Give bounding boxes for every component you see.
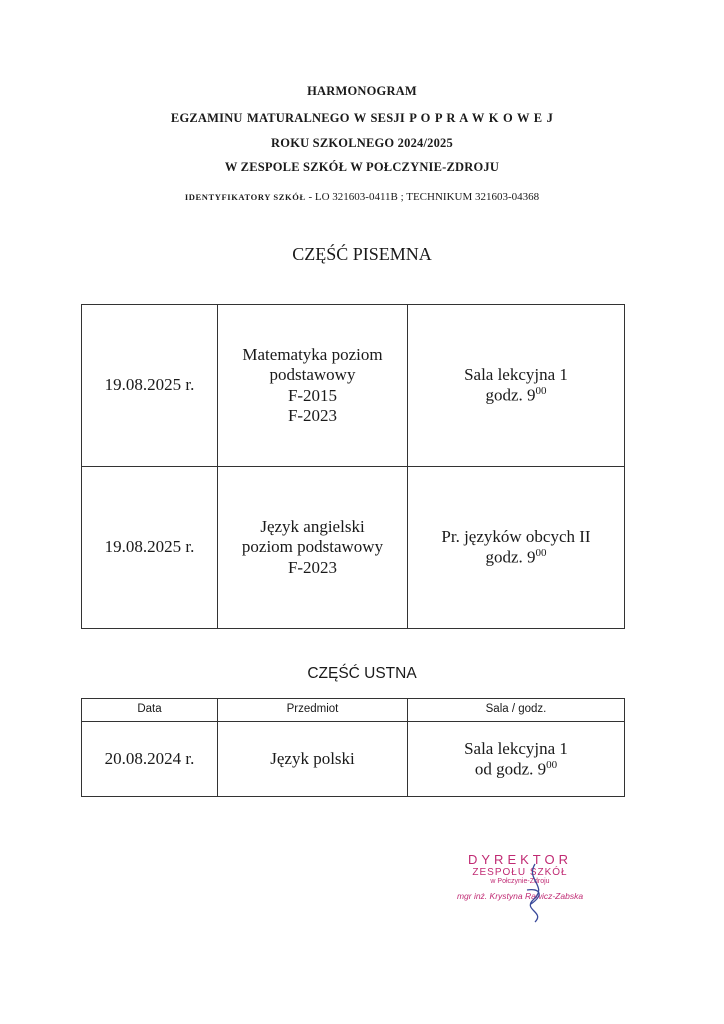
column-header-room: Sala / godz. — [408, 699, 625, 722]
time-prefix: godz. 9 — [485, 385, 536, 405]
time-prefix: od godz. 9 — [474, 759, 547, 779]
time-label — [412, 385, 620, 406]
identifiers-value: - LO 321603-0411B ; TECHNIKUM 321603-04368 — [305, 191, 540, 203]
subject-line: F-2023 — [287, 405, 338, 425]
oral-section-title: CZĘŚĆ USTNA — [307, 665, 417, 682]
exam-date-cell: 20.08.2024 r. — [82, 722, 218, 797]
exam-subject-cell — [218, 467, 408, 629]
time-prefix: godz. 9 — [485, 547, 536, 567]
time-superscript: 00 — [535, 385, 547, 398]
table-row — [82, 722, 625, 797]
table-header-row — [82, 699, 625, 722]
subject-line: poziom podstawowy — [241, 537, 384, 557]
doc-subtitle-exam: EGZAMINU MATURALNEGO W SESJI P O P R A W K O W E J — [170, 111, 554, 125]
identifiers-label: IDENTYFIKATORY SZKÓŁ — [184, 192, 306, 202]
subject-line: Matematyka poziom — [242, 345, 383, 365]
stamp-name: mgr inż. Krystyna Rawicz-Zabska — [456, 891, 584, 901]
exam-date-cell: 19.08.2025 r. — [82, 467, 218, 629]
subject-line: F-2023 — [287, 557, 338, 577]
written-exam-table — [81, 304, 625, 629]
stamp-organization: ZESPOŁU SZKÓŁ — [472, 867, 568, 878]
column-header-date: Data — [82, 699, 218, 722]
table-row — [82, 305, 625, 467]
exam-room-cell — [408, 467, 625, 629]
room-label: Pr. języków obcych II — [441, 527, 591, 547]
oral-exam-table — [81, 698, 625, 797]
stamp-place: w Połczynie-Zdroju — [490, 878, 550, 885]
column-header-subject: Przedmiot — [218, 699, 408, 722]
time-label — [412, 547, 620, 568]
subject-line: podstawowy — [269, 365, 356, 385]
doc-subtitle-school: W ZESPOLE SZKÓŁ W POŁCZYNIE-ZDROJU — [224, 160, 500, 174]
subject-line: F-2015 — [287, 385, 338, 405]
exam-subject-cell — [218, 305, 408, 467]
exam-room-cell — [408, 305, 625, 467]
written-section-title: CZĘŚĆ PISEMNA — [292, 244, 432, 264]
subject-line: Język angielski — [260, 517, 365, 537]
doc-title: HARMONOGRAM — [307, 84, 417, 98]
exam-subject-cell: Język polski — [218, 722, 408, 797]
room-label: Sala lekcyjna 1 — [464, 365, 568, 385]
school-identifiers — [0, 191, 724, 203]
exam-date-cell: 19.08.2025 r. — [82, 305, 218, 467]
stamp-title: DYREKTOR — [468, 852, 572, 867]
room-label: Sala lekcyjna 1 — [464, 738, 568, 758]
time-label — [412, 759, 620, 780]
table-row — [82, 467, 625, 629]
doc-subtitle-year: ROKU SZKOLNEGO 2024/2025 — [271, 136, 453, 150]
signature-icon — [505, 860, 565, 930]
time-superscript: 00 — [535, 547, 547, 560]
exam-room-cell — [408, 722, 625, 797]
time-superscript: 00 — [546, 758, 558, 771]
